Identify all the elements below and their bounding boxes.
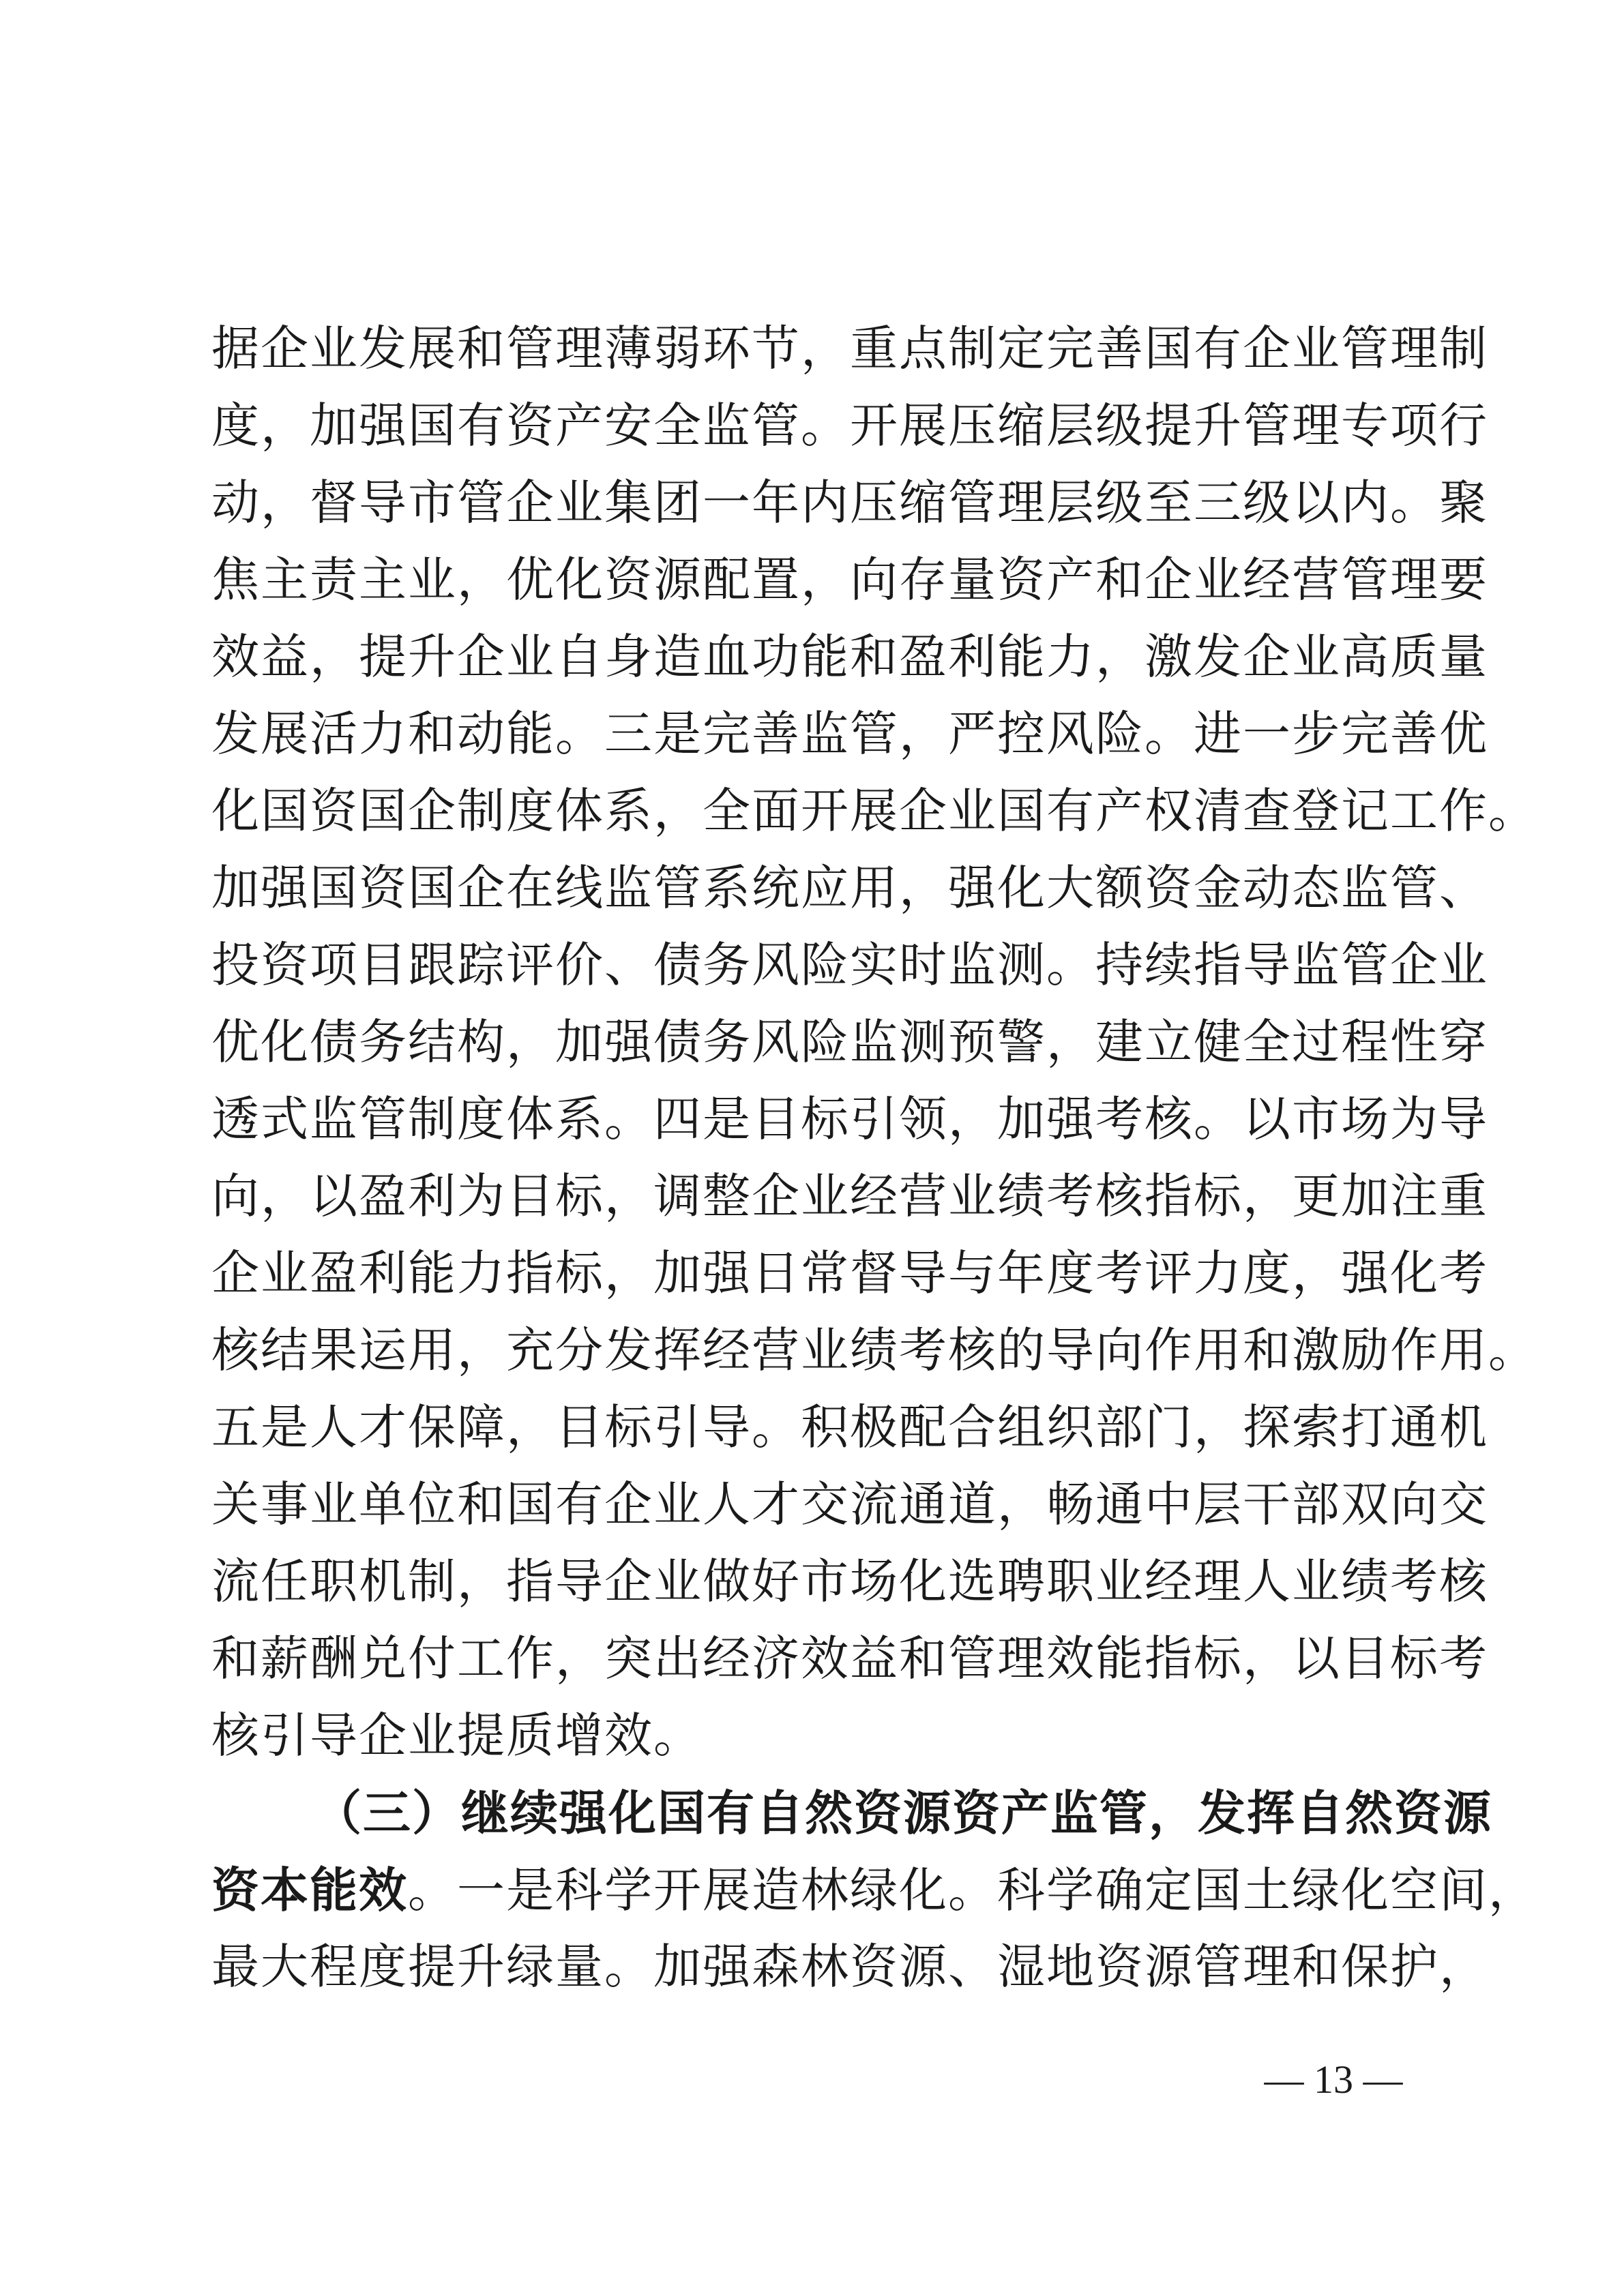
text-line-8: 加强国资国企在线监管系统应用，强化大额资金动态监管、 bbox=[211, 860, 1488, 916]
section-heading-3: （三）继续强化国有自然资源资产监管，发挥自然资源 bbox=[314, 1785, 1492, 1841]
text-line-14: 核结果运用，充分发挥经营业绩考核的导向作用和激励作用。 bbox=[211, 1322, 1537, 1378]
text-line-2: 度，加强国有资产安全监管。开展压缩层级提升管理专项行 bbox=[211, 398, 1488, 453]
body-text bbox=[211, 310, 1537, 2006]
text-line-13: 企业盈利能力指标，加强日常督导与年度考评力度，强化考 bbox=[211, 1245, 1488, 1301]
text-line-17: 流任职机制，指导企业做好市场化选聘职业经理人业绩考核 bbox=[211, 1553, 1488, 1609]
text-line-9: 投资项目跟踪评价、债务风险实时监测。持续指导监管企业 bbox=[211, 937, 1488, 993]
text-line-15: 五是人才保障，目标引导。积极配合组织部门，探索打通机 bbox=[211, 1399, 1488, 1455]
page-number: — 13 — bbox=[1264, 2057, 1403, 2102]
text-line-10: 优化债务结构，加强债务风险监测预警，建立健全过程性穿 bbox=[211, 1014, 1488, 1070]
text-line-6: 发展活力和动能。三是完善监管，严控风险。进一步完善优 bbox=[211, 706, 1488, 762]
text-line-16: 关事业单位和国有企业人才交流通道，畅通中层干部双向交 bbox=[211, 1476, 1488, 1532]
text-line-5: 效益，提升企业自身造血功能和盈利能力，激发企业高质量 bbox=[211, 629, 1488, 685]
text-line-11: 透式监管制度体系。四是目标引领，加强考核。以市场为导 bbox=[211, 1091, 1488, 1147]
section-3-line-2-text: 。一是科学开展造林绿化。科学确定国土绿化空间， bbox=[408, 1862, 1537, 1918]
text-line-18: 和薪酬兑付工作，突出经济效益和管理效能指标，以目标考 bbox=[211, 1630, 1488, 1686]
text-line-1: 据企业发展和管理薄弱环节，重点制定完善国有企业管理制 bbox=[211, 320, 1488, 376]
text-line-7: 化国资国企制度体系，全面开展企业国有产权清查登记工作。 bbox=[211, 783, 1537, 839]
section-3-line-3: 最大程度提升绿量。加强森林资源、湿地资源管理和保护， bbox=[211, 1939, 1488, 1995]
text-line-19: 核引导企业提质增效。 bbox=[211, 1708, 703, 1763]
section-3-line-2 bbox=[211, 1851, 1537, 1928]
text-line-12: 向，以盈利为目标，调整企业经营业绩考核指标，更加注重 bbox=[211, 1168, 1488, 1224]
text-line-4: 焦主责主业，优化资源配置，向存量资产和企业经营管理要 bbox=[211, 552, 1488, 608]
section-heading-3-continued: 资本能效 bbox=[211, 1862, 408, 1918]
text-line-3: 动，督导市管企业集团一年内压缩管理层级至三级以内。聚 bbox=[211, 475, 1488, 531]
